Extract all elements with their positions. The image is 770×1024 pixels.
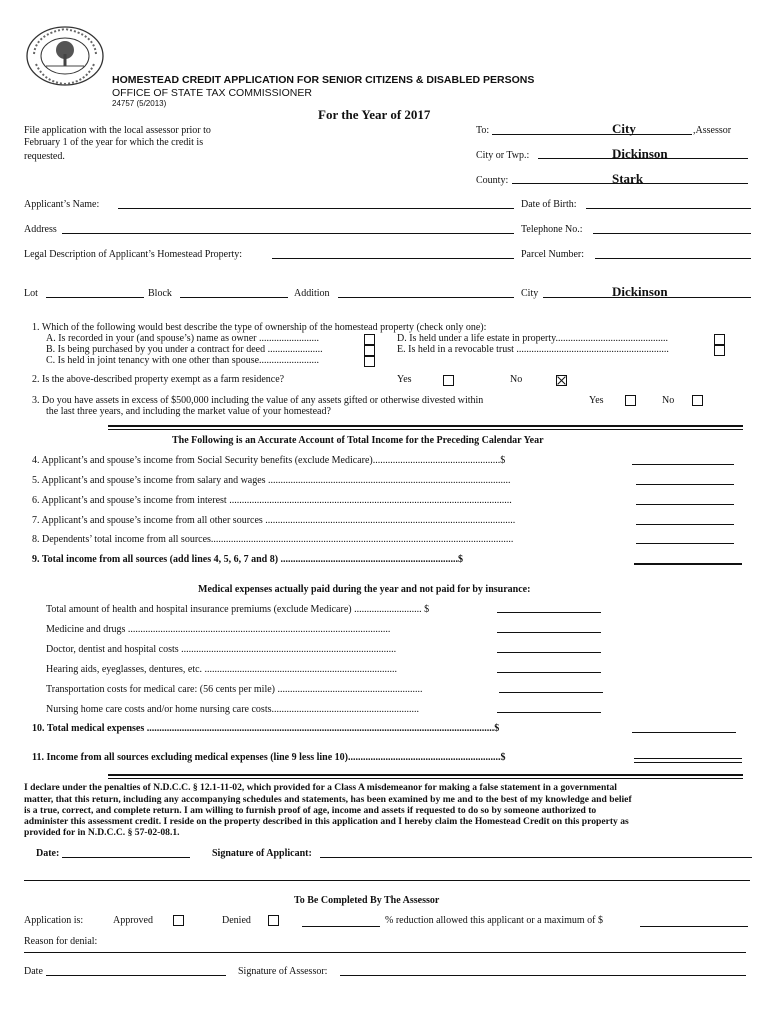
parcel-field[interactable] bbox=[595, 258, 751, 259]
line-10-total-medical bbox=[32, 723, 499, 734]
reason-denial-label: Reason for denial: bbox=[24, 936, 98, 947]
q1b-checkbox[interactable] bbox=[364, 345, 375, 356]
to-field[interactable] bbox=[492, 134, 692, 135]
medical-hearing-field[interactable] bbox=[497, 672, 601, 673]
q1c-checkbox[interactable] bbox=[364, 356, 375, 367]
question-3-line-2: the last three years, and including the market value of your homestead? bbox=[46, 406, 331, 417]
q2-yes-label: Yes bbox=[397, 374, 412, 385]
reason-denial-field[interactable] bbox=[24, 952, 746, 953]
assessor-label: ,Assessor bbox=[693, 125, 732, 136]
q2-no-checkbox-checked[interactable] bbox=[556, 375, 567, 386]
intro-line-1: File application with the local assessor prior to bbox=[24, 125, 211, 136]
assessor-signature-label: Signature of Assessor: bbox=[238, 966, 328, 977]
address-field[interactable] bbox=[62, 233, 514, 234]
declaration-line-2: matter, that this return, including any accompanying schedules and statements, has been examined by me and to the best of my knowledge and belief bbox=[24, 794, 632, 805]
phone-label: Telephone No.: bbox=[521, 224, 583, 235]
intro-line-3: requested. bbox=[24, 151, 65, 162]
line-11-field-top bbox=[634, 758, 742, 759]
line-10-field[interactable] bbox=[632, 732, 736, 733]
phone-field[interactable] bbox=[593, 233, 751, 234]
declaration-line-3: is a true, correct, and complete return. I am willing to furnish proof of age, income and assets if requested to do so by someone authorized to bbox=[24, 805, 597, 816]
to-value: City bbox=[612, 121, 636, 136]
question-1e: E. Is held in a revocable trust ............................................................. bbox=[397, 344, 669, 355]
section-divider-thin bbox=[108, 429, 743, 430]
income-line-5-field[interactable] bbox=[636, 484, 734, 485]
application-is-label: Application is: bbox=[24, 915, 84, 926]
dob-label: Date of Birth: bbox=[521, 199, 577, 210]
income-line-9-field[interactable] bbox=[634, 563, 742, 565]
income-line-5: 5. Applicant’s and spouse’s income from salary and wages ................................................................................................. bbox=[32, 475, 511, 486]
income-line-9: 9. Total income from all sources (add lines 4, 5, 6, 7 and 8) .......................................................................$ bbox=[32, 554, 464, 565]
income-line-8: 8. Dependents’ total income from all sources......................................................................................................................... bbox=[32, 534, 514, 545]
assessor-date-label: Date bbox=[24, 966, 43, 977]
question-1b: B. Is being purchased by you under a contract for deed ...................... bbox=[46, 344, 323, 355]
maximum-amount-field[interactable] bbox=[640, 926, 748, 927]
income-line-4: 4. Applicant’s and spouse’s income from Social Security benefits (exclude Medicare)...................................................$ bbox=[32, 455, 506, 466]
medical-doctor-field[interactable] bbox=[497, 652, 601, 653]
denied-label: Denied bbox=[222, 915, 251, 926]
intro-line-2: February 1 of the year for which the credit is bbox=[24, 137, 204, 148]
question-1d: D. Is held under a life estate in property............................................. bbox=[397, 333, 668, 344]
q1d-checkbox[interactable] bbox=[714, 334, 725, 345]
medical-premiums: Total amount of health and hospital insurance premiums (exclude Medicare) ........................... $ bbox=[46, 604, 430, 615]
address-label: Address bbox=[24, 224, 57, 235]
income-line-7-field[interactable] bbox=[636, 524, 734, 525]
question-1: 1. Which of the following would best describe the type of ownership of the homestead property (check only one): bbox=[32, 322, 487, 333]
state-seal-icon bbox=[24, 24, 106, 88]
line-11-label: 11. Income from all sources excluding medical expenses (line 9 less line 10).............................................................$ bbox=[32, 752, 506, 763]
income-line-4-field[interactable] bbox=[632, 464, 734, 465]
addition-field[interactable] bbox=[338, 297, 514, 298]
applicant-signature-label: Signature of Applicant: bbox=[212, 848, 312, 859]
declaration-divider bbox=[108, 774, 743, 776]
q3-yes-label: Yes bbox=[589, 395, 604, 406]
denied-checkbox[interactable] bbox=[268, 915, 279, 926]
office-name: OFFICE OF STATE TAX COMMISSIONER bbox=[112, 87, 312, 99]
q1e-checkbox[interactable] bbox=[714, 345, 725, 356]
applicant-date-label: Date: bbox=[36, 848, 60, 859]
lot-field[interactable] bbox=[46, 297, 144, 298]
approved-checkbox[interactable] bbox=[173, 915, 184, 926]
form-number: 24757 (5/2013) bbox=[112, 99, 167, 108]
income-line-6-field[interactable] bbox=[636, 504, 734, 505]
city-twp-value: Dickinson bbox=[612, 146, 668, 161]
county-value: Stark bbox=[612, 171, 644, 186]
q3-yes-checkbox[interactable] bbox=[625, 395, 636, 406]
medical-nursing-field[interactable] bbox=[497, 712, 601, 713]
q2-yes-checkbox[interactable] bbox=[443, 375, 454, 386]
q3-no-label: No bbox=[662, 395, 675, 406]
legal-description-field[interactable] bbox=[272, 258, 514, 259]
medical-doctor: Doctor, dentist and hospital costs ...................................................................................... bbox=[46, 644, 397, 655]
assessor-heading: To Be Completed By The Assessor bbox=[294, 895, 440, 906]
income-line-8-field[interactable] bbox=[636, 543, 734, 544]
approved-label: Approved bbox=[113, 915, 153, 926]
legal-description-label: Legal Description of Applicant’s Homestead Property: bbox=[24, 249, 243, 260]
applicant-name-label: Applicant’s Name: bbox=[24, 199, 100, 210]
q2-no-label: No bbox=[510, 374, 523, 385]
line-11-field[interactable] bbox=[634, 762, 742, 763]
medical-transport: Transportation costs for medical care: (56 cents per mile) .......................................................... bbox=[46, 684, 423, 695]
applicant-signature-field[interactable] bbox=[320, 857, 752, 858]
year-title: For the Year of 2017 bbox=[318, 107, 431, 122]
assessor-divider bbox=[24, 880, 750, 881]
medical-drugs-field[interactable] bbox=[497, 632, 601, 633]
declaration-line-5: provided for in N.D.C.C. § 57-02-08.1. bbox=[24, 827, 180, 838]
applicant-name-field[interactable] bbox=[118, 208, 514, 209]
question-2: 2. Is the above-described property exempt as a farm residence? bbox=[32, 374, 285, 385]
block-field[interactable] bbox=[180, 297, 288, 298]
applicant-date-field[interactable] bbox=[62, 857, 190, 858]
county-label: County: bbox=[476, 175, 509, 186]
parcel-label: Parcel Number: bbox=[521, 249, 585, 260]
section-divider bbox=[108, 425, 743, 427]
reduction-percent-field[interactable] bbox=[302, 926, 380, 927]
q3-no-checkbox[interactable] bbox=[692, 395, 703, 406]
lot-label: Lot bbox=[24, 288, 38, 299]
addition-label: Addition bbox=[294, 288, 330, 299]
income-heading: The Following is an Accurate Account of Total Income for the Preceding Calendar Year bbox=[172, 435, 544, 446]
question-1a: A. Is recorded in your (and spouse’s) name as owner ........................ bbox=[46, 333, 319, 344]
assessor-signature-field[interactable] bbox=[340, 975, 746, 976]
medical-drugs: Medicine and drugs ......................................................................................................... bbox=[46, 624, 391, 635]
medical-hearing: Hearing aids, eyeglasses, dentures, etc. ............................................................................. bbox=[46, 664, 398, 675]
declaration-line-4: administer this assessment credit. I reside on the property described in this application and I hereby claim the Homestead Credit on this property as bbox=[24, 816, 629, 827]
dob-field[interactable] bbox=[586, 208, 751, 209]
income-line-7: 7. Applicant’s and spouse’s income from all other sources .................................................................................................... bbox=[32, 515, 516, 526]
form-title: HOMESTEAD CREDIT APPLICATION FOR SENIOR CITIZENS & DISABLED PERSONS bbox=[112, 74, 535, 86]
medical-heading: Medical expenses actually paid during the year and not paid for by insurance: bbox=[198, 584, 531, 595]
line-10-label: 10. Total medical expenses ...........................................................................................................................................$ bbox=[32, 723, 500, 734]
q1a-checkbox[interactable] bbox=[364, 334, 375, 345]
city-twp-label: City or Twp.: bbox=[476, 150, 530, 161]
city-label: City bbox=[521, 288, 539, 299]
income-line-6: 6. Applicant’s and spouse’s income from interest ................................................................................................................. bbox=[32, 495, 512, 506]
reduction-label: % reduction allowed this applicant or a maximum of $ bbox=[385, 915, 603, 926]
declaration-line-1: I declare under the penalties of N.D.C.C. § 12.1-11-02, which provided for a Class A misdemeanor for making a false statement in a governmental bbox=[24, 782, 617, 793]
medical-transport-field[interactable] bbox=[499, 692, 603, 693]
to-label: To: bbox=[476, 125, 490, 136]
question-1c: C. Is held in joint tenancy with one other than spouse........................ bbox=[46, 355, 320, 366]
assessor-date-field[interactable] bbox=[46, 975, 226, 976]
block-label: Block bbox=[148, 288, 172, 299]
medical-premiums-field[interactable] bbox=[497, 612, 601, 613]
city-value: Dickinson bbox=[612, 284, 668, 299]
question-3-line-1: 3. Do you have assets in excess of $500,000 including the value of any assets gifted or otherwise divested within bbox=[32, 395, 484, 406]
declaration-divider-thin bbox=[108, 778, 743, 779]
medical-nursing: Nursing home care costs and/or home nursing care costs........................................................... bbox=[46, 704, 419, 715]
